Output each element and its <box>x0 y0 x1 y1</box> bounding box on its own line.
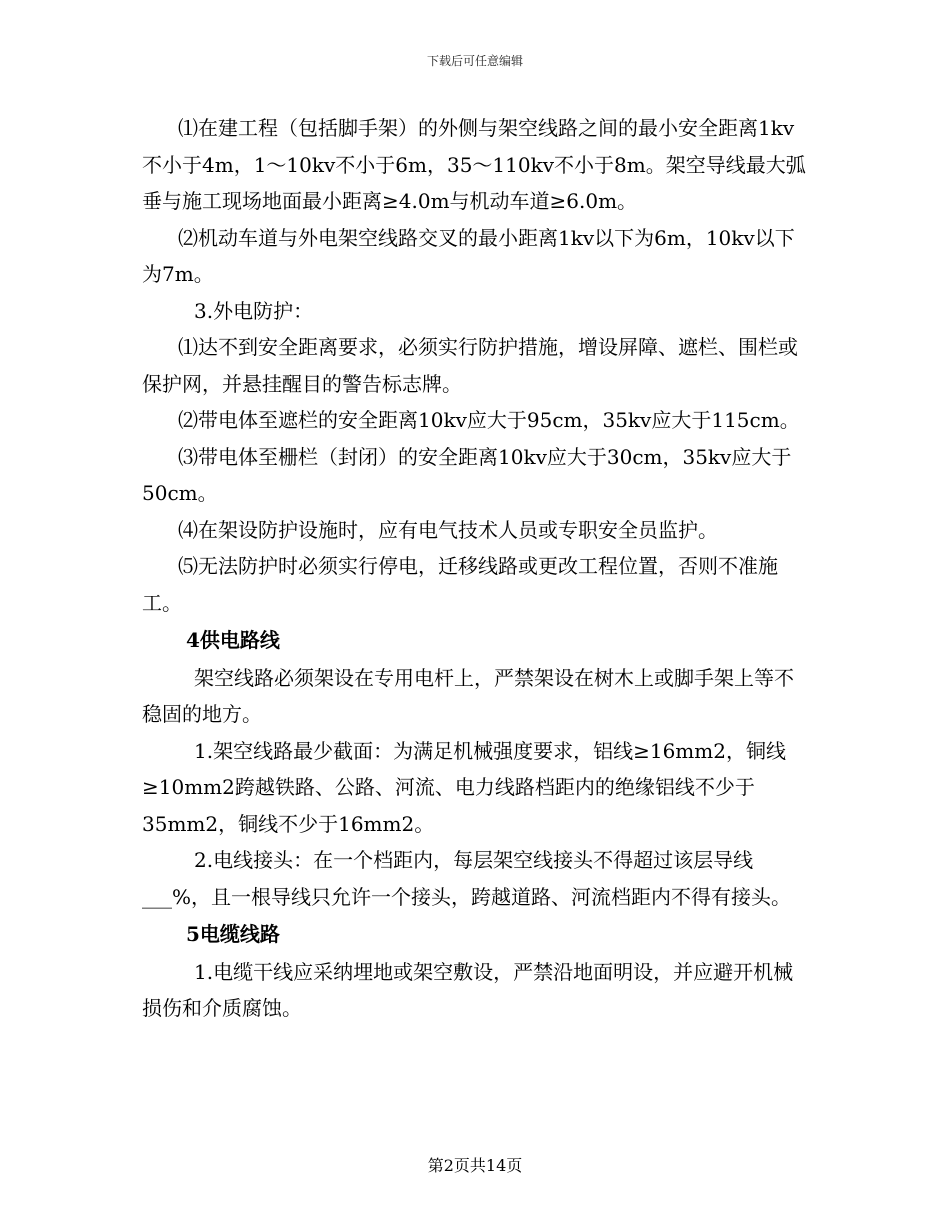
paragraph-barrier-distance: ⑵带电体至遮栏的安全距离10kv应大于95cm，35kv应大于115cm。 <box>178 408 800 432</box>
paragraph-wire-joints: 2.电线接头：在一个档距内，每层架空线接头不得超过该层导线___%，且一根导线只允许一个接头，跨越道路、河流档距内不得有接头。 <box>142 848 792 909</box>
paragraph-road-crossing-distance: ⑵机动车道与外电架空线路交叉的最小距离1kv以下为6m，10kv以下为7m。 <box>142 225 795 286</box>
page-header: 下载后可任意编辑 <box>426 54 523 68</box>
paragraph-fence-distance: ⑶带电体至栅栏（封闭）的安全距离10kv应大于30cm，35kv应大于50cm。 <box>142 444 792 505</box>
paragraph-overhead-poles: 架空线路必须架设在专用电杆上，严禁架设在树木上或脚手架上等不稳固的地方。 <box>142 665 794 726</box>
paragraph-protection-measures: ⑴达不到安全距离要求，必须实行防护措施，增设屏障、遮栏、围栏或保护网，并悬挂醒目的警告标志牌。 <box>142 335 798 396</box>
section-heading-power-lines: 4供电路线 <box>186 628 280 652</box>
section-heading-cable-lines: 5电缆线路 <box>186 922 280 946</box>
page-footer: 第2页共14页 <box>427 1156 523 1175</box>
paragraph-clearance-min-distance: ⑴在建工程（包括脚手架）的外侧与架空线路之间的最小安全距离1kv不小于4m，1～10kv不小于6m，35～110kv不小于8m。架空导线最大弧垂与施工现场地面最小距离≥4.0m与机动车道≥6.0m。 <box>142 116 806 213</box>
paragraph-supervision: ⑷在架设防护设施时，应有电气技术人员或专职安全员监护。 <box>178 517 718 542</box>
subheading-external-protection: 3.外电防护： <box>194 298 314 323</box>
paragraph-min-cross-section: 1.架空线路最少截面：为满足机械强度要求，铝线≥16mm2，铜线≥10mm2跨越铁路、公路、河流、电力线路档距内的绝缘铝线不少于35mm2，铜线不少于16mm2。 <box>142 738 786 836</box>
document-body <box>142 110 812 1027</box>
paragraph-power-outage: ⑸无法防护时必须实行停电，迁移线路或更改工程位置，否则不准施工。 <box>142 554 778 615</box>
paragraph-cable-laying: 1.电缆干线应采纳埋地或架空敷设，严禁沿地面明设，并应避开机械损伤和介质腐蚀。 <box>142 959 794 1020</box>
